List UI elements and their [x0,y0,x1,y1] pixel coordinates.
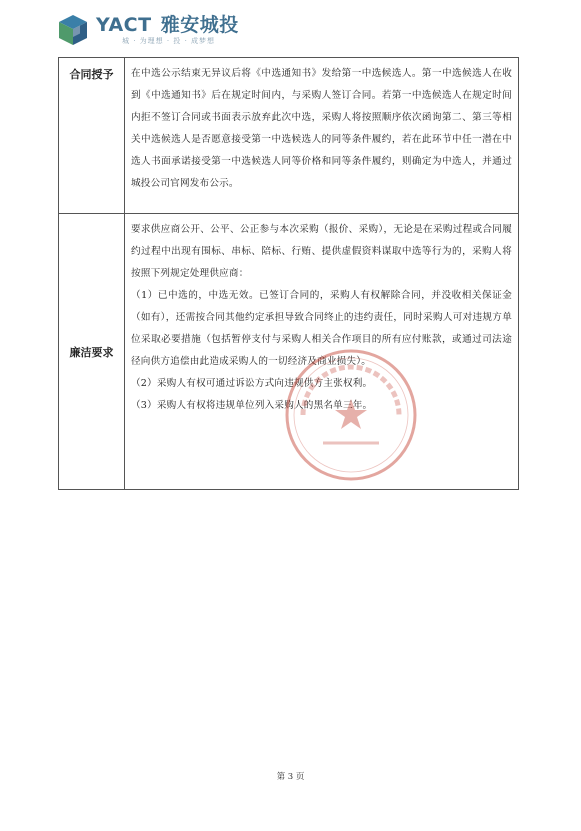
page-number: 第 3 页 [276,772,305,782]
paragraph: （2）采购人有权可通过诉讼方式向违规供方主张权利。 [131,378,373,389]
paragraph: 在中选公示结束无异议后将《中选通知书》发给第一中选候选人。第一中选候选人在收到《中选通知书》后在规定时间内，与采购人签订合同。若第一中选候选人在规定时间内拒不签订合同或书面表示放弃此次中选，采购人将按照顺序依次函询第二、第三等相关中选候选人是否愿意接受第一中选候选人的同等条件履约，若在此环节中任一潜在中选人书面承诺接受第一中选候选人同等价格和同等条件履约，则确定为中选人，并通过城投公司官网发布公示。 [131,68,512,189]
company-logo [58,12,239,48]
logo-latin-text: YACT [96,13,152,36]
row-content [125,58,519,214]
cube-logo-icon [58,14,88,46]
paragraph: 要求供应商公开、公平、公正参与本次采购（报价、采购），无论是在采购过程或合同履约过程中出现有围标、串标、陪标、行贿、提供虚假资料谋取中选等行为的，采购人将按照下列规定处理供应商： [131,224,512,279]
table-row-contract-award [59,58,519,214]
terms-table [58,57,519,490]
table-row-integrity [59,214,519,490]
paragraph: （3）采购人有权将违规单位列入采购人的黑名单三年。 [131,400,373,411]
paragraph: （1）已中选的，中选无效。已签订合同的，采购人有权解除合同，并没收相关保证金（如有），还需按合同其他约定承担导致合同终止的违约责任，同时采购人可对违规方单位采取必要措施（包括暂停支付与采购人相关合作项目的所有应付账款，或通过司法途径向供方追偿由此造成采购人的一切经济及商业损失）。 [131,290,512,367]
row-content [125,214,519,490]
row-label: 廉洁要求 [59,214,125,490]
logo-slogan: 城 · 为理想 · 投 · 成梦想 [122,36,216,45]
row-label: 合同授予 [59,58,125,214]
logo-cn-text: 雅安城投 [160,13,239,36]
